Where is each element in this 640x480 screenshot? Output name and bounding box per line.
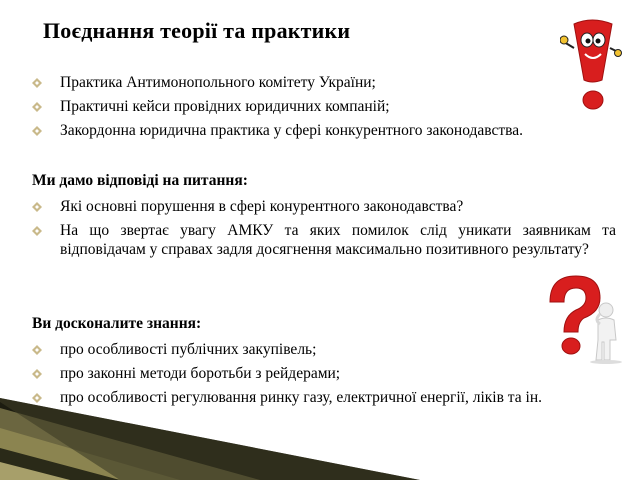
diamond-bullet-icon xyxy=(32,369,42,379)
list-item: Практичні кейси провідних юридичних компаній; xyxy=(32,97,616,116)
diamond-bullet-icon xyxy=(32,226,42,236)
list-item: Закордонна юридична практика у сфері конкурентного законодавства. xyxy=(32,121,616,140)
list-item: Практика Антимонопольного комітету України; xyxy=(32,73,616,92)
diamond-bullet-icon xyxy=(32,345,42,355)
list-item: про законні методи боротьби з рейдерами; xyxy=(32,364,616,383)
list-item: про особливості публічних закупівель; xyxy=(32,340,616,359)
slide-title: Поєднання теорії та практики xyxy=(43,18,351,43)
diamond-bullet-icon xyxy=(32,102,42,112)
diamond-bullet-icon xyxy=(32,126,42,136)
list-item: На що звертає увагу АМКУ та яких помилок слід уникати заявникам та відповідачам у справах задля досягнення максимально позитивного результату? xyxy=(32,221,616,259)
questions-list xyxy=(32,197,616,264)
list-item: про особливості регулювання ринку газу, електричної енергії, ліків та ін. xyxy=(32,388,616,407)
diamond-bullet-icon xyxy=(32,202,42,212)
list-item: Які основні порушення в сфері конурентного законодавства? xyxy=(32,197,616,216)
section-heading-questions: Ми дамо відповіді на питання: xyxy=(32,172,248,189)
intro-list xyxy=(32,73,616,145)
decorative-corner-stripes xyxy=(0,398,640,480)
diamond-bullet-icon xyxy=(32,78,42,88)
section-heading-knowledge: Ви досконалите знання: xyxy=(32,315,202,332)
